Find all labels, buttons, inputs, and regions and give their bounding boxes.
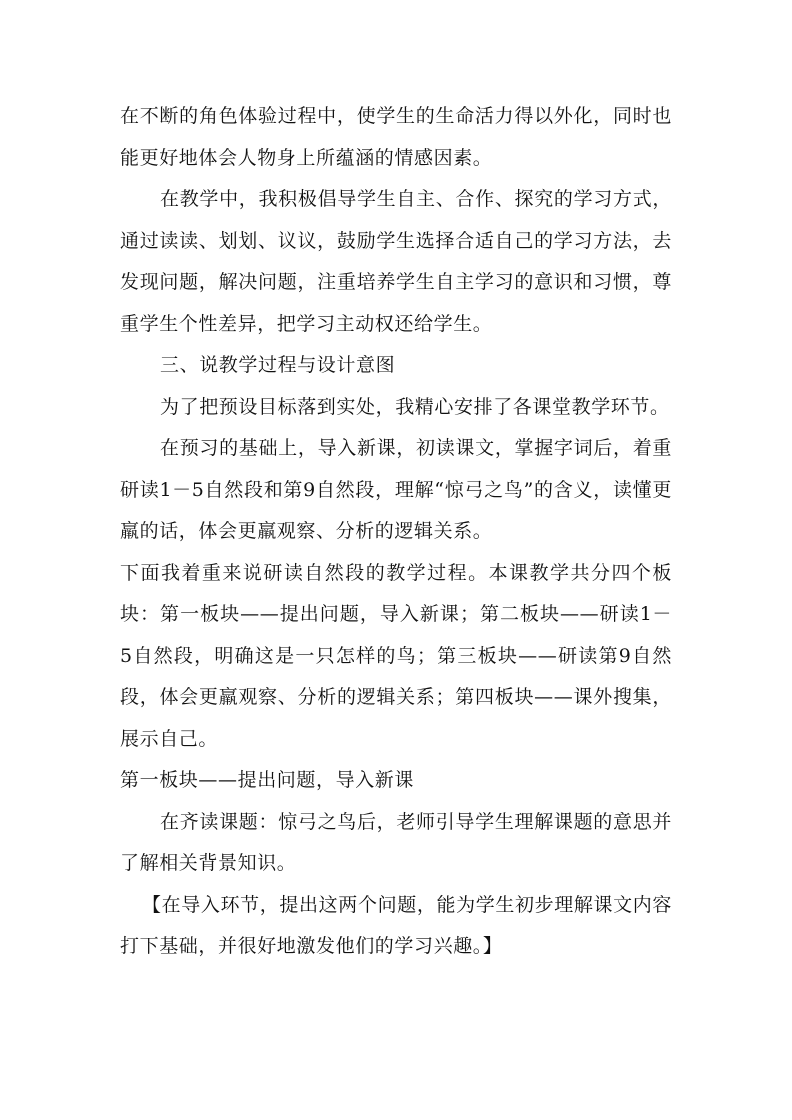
paragraph-learning-method: 在教学中，我积极倡导学生自主、合作、探究的学习方式，通过读读、划划、议议，鼓励学生选择合适自己的学习方法，去发现问题，解决问题，注重培养学生自主学习的意识和习惯，尊重学生个性差异，把学习主动权还给学生。 <box>120 188 672 335</box>
paragraph-role-experience: 在不断的角色体验过程中，使学生的生命活力得以外化，同时也能更好地体会人物身上所蕴涵的情感因素。 <box>120 105 672 169</box>
paragraph-design-note: 【在导入环节，提出这两个问题，能为学生初步理解课文内容打下基础，并很好地激发他们的学习兴趣。】 <box>120 893 672 957</box>
paragraph-teaching-steps: 为了把预设目标落到实处，我精心安排了各课堂教学环节。 <box>160 395 670 418</box>
section-heading-teaching-process: 三、说教学过程与设计意图 <box>160 354 396 376</box>
paragraph-preview-basis: 在预习的基础上，导入新课，初读课文，掌握字词后，着重研读1－5自然段和第9自然段，理解“惊弓之鸟”的含义，读懂更羸的话，体会更羸观察、分析的逻辑关系。 <box>120 437 672 542</box>
paragraph-four-blocks: 下面我着重来说研读自然段的教学过程。本课教学共分四个板块：第一板块——提出问题，导入新课；第二板块——研读1－5自然段，明确这是一只怎样的鸟；第三板块——研读第9自然段，体会更羸观察、分析的逻辑关系；第四板块——课外搜集，展示自己。 <box>120 561 672 750</box>
document-body <box>120 96 672 968</box>
block-heading-first: 第一板块——提出问题，导入新课 <box>120 769 415 791</box>
paragraph-read-title: 在齐读课题：惊弓之鸟后，老师引导学生理解课题的意思并了解相关背景知识。 <box>120 810 672 874</box>
